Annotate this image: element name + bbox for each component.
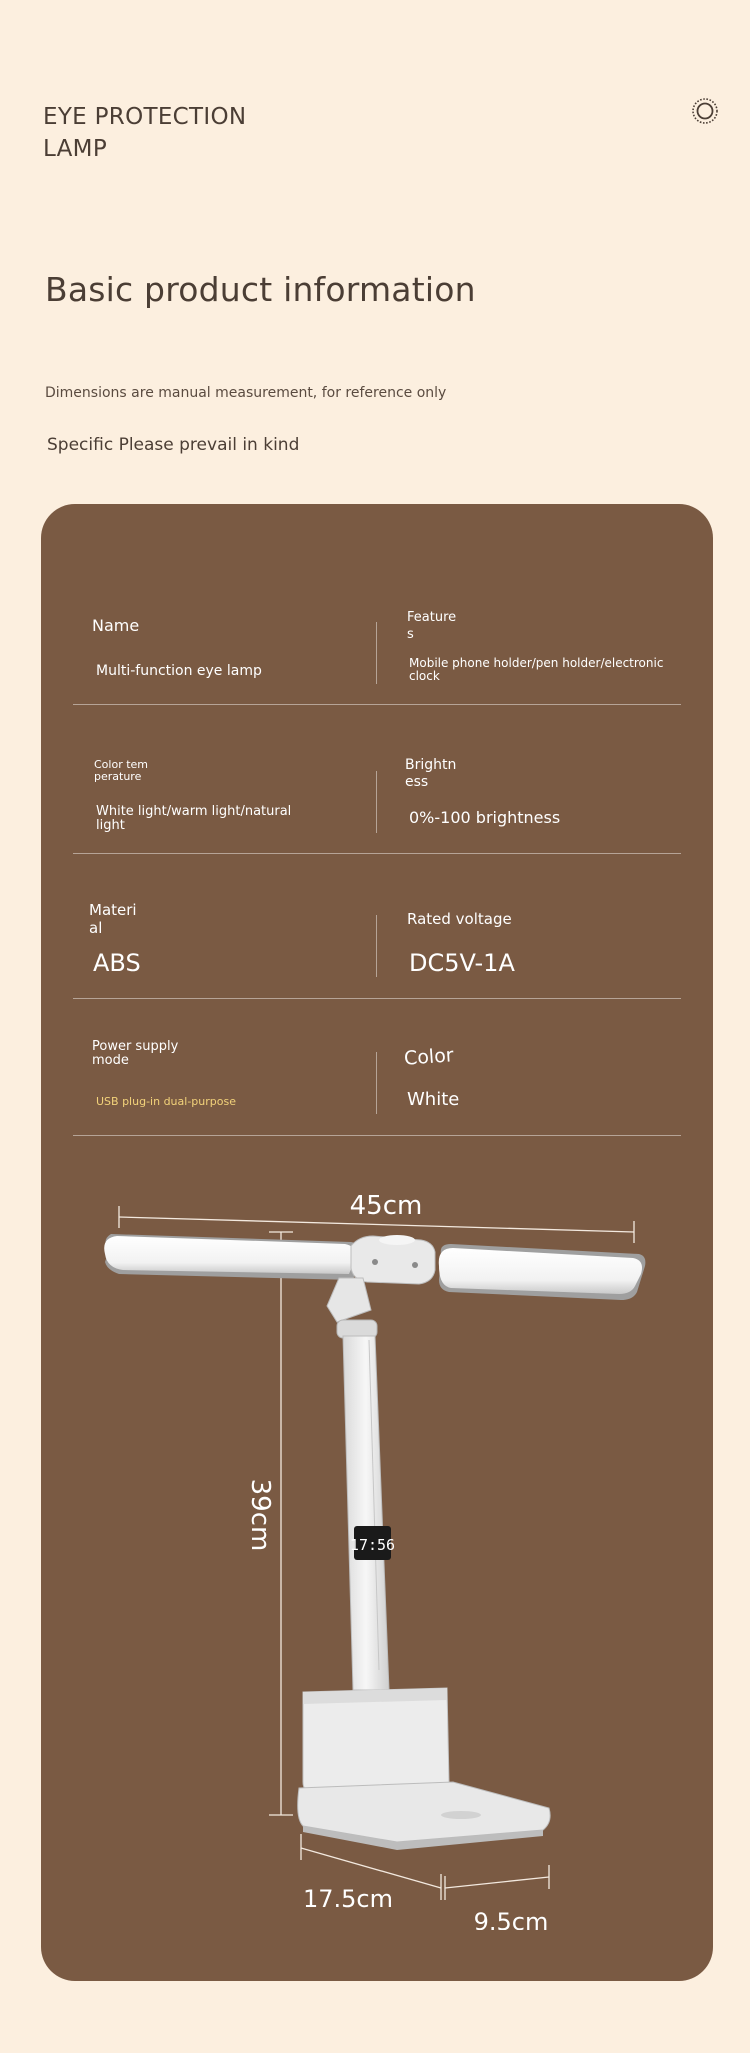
lamp-head-hinge bbox=[351, 1235, 435, 1284]
power-supply-label: Power supply mode bbox=[92, 1039, 179, 1068]
depth-label: 17.5cm bbox=[302, 1885, 394, 1913]
color-label: Color bbox=[403, 1044, 455, 1070]
divider-vertical bbox=[376, 771, 377, 833]
width-label: 45cm bbox=[349, 1191, 423, 1221]
color-temperature-label: Color tem perature bbox=[94, 758, 149, 783]
divider-vertical bbox=[376, 915, 377, 977]
features-value: Mobile phone holder/pen holder/electronic clock bbox=[409, 656, 664, 683]
brand-line-2: LAMP bbox=[43, 136, 107, 162]
color-value: White bbox=[407, 1089, 460, 1110]
brand-line-1: EYE PROTECTION bbox=[43, 104, 247, 130]
name-label: Name bbox=[92, 616, 140, 635]
lamp-base bbox=[298, 1782, 550, 1850]
row-divider bbox=[73, 853, 681, 854]
left-light-panel bbox=[104, 1234, 361, 1280]
prevail-note: Specific Please prevail in kind bbox=[47, 435, 300, 455]
lamp-arm bbox=[327, 1278, 377, 1338]
dimensions-note: Dimensions are manual measurement, for reference only bbox=[45, 385, 447, 401]
divider-vertical bbox=[376, 622, 377, 684]
digital-clock-display bbox=[350, 1526, 395, 1560]
sun-ring-icon bbox=[690, 96, 720, 126]
base-width-label: 9.5cm bbox=[473, 1908, 549, 1930]
power-supply-value: USB plug-in dual-purpose bbox=[96, 1095, 236, 1108]
clock-time: 17:56 bbox=[349, 1536, 396, 1554]
features-label: Feature s bbox=[407, 610, 457, 642]
right-light-panel bbox=[439, 1244, 646, 1300]
brightness-value: 0%-100 brightness bbox=[409, 808, 561, 827]
material-label: Materi al bbox=[89, 901, 137, 937]
rated-voltage-value: DC5V-1A bbox=[409, 949, 515, 977]
row-divider bbox=[73, 998, 681, 999]
name-value: Multi-function eye lamp bbox=[96, 663, 262, 679]
brightness-label: Brightn ess bbox=[405, 757, 457, 790]
page-title: Basic product information bbox=[45, 270, 476, 309]
row-divider bbox=[73, 1135, 681, 1136]
row-divider bbox=[73, 704, 681, 705]
base-width-dimension bbox=[445, 1865, 549, 1900]
lamp-dimension-diagram bbox=[41, 1170, 713, 1930]
material-value: ABS bbox=[93, 949, 141, 977]
rated-voltage-label: Rated voltage bbox=[407, 910, 512, 928]
height-label: 39cm bbox=[245, 1478, 275, 1552]
divider-vertical bbox=[376, 1052, 377, 1114]
lamp-pole bbox=[343, 1336, 389, 1690]
color-temperature-value: White light/warm light/natural light bbox=[96, 804, 292, 833]
pen-holder bbox=[303, 1688, 449, 1792]
brand-title bbox=[43, 101, 343, 165]
